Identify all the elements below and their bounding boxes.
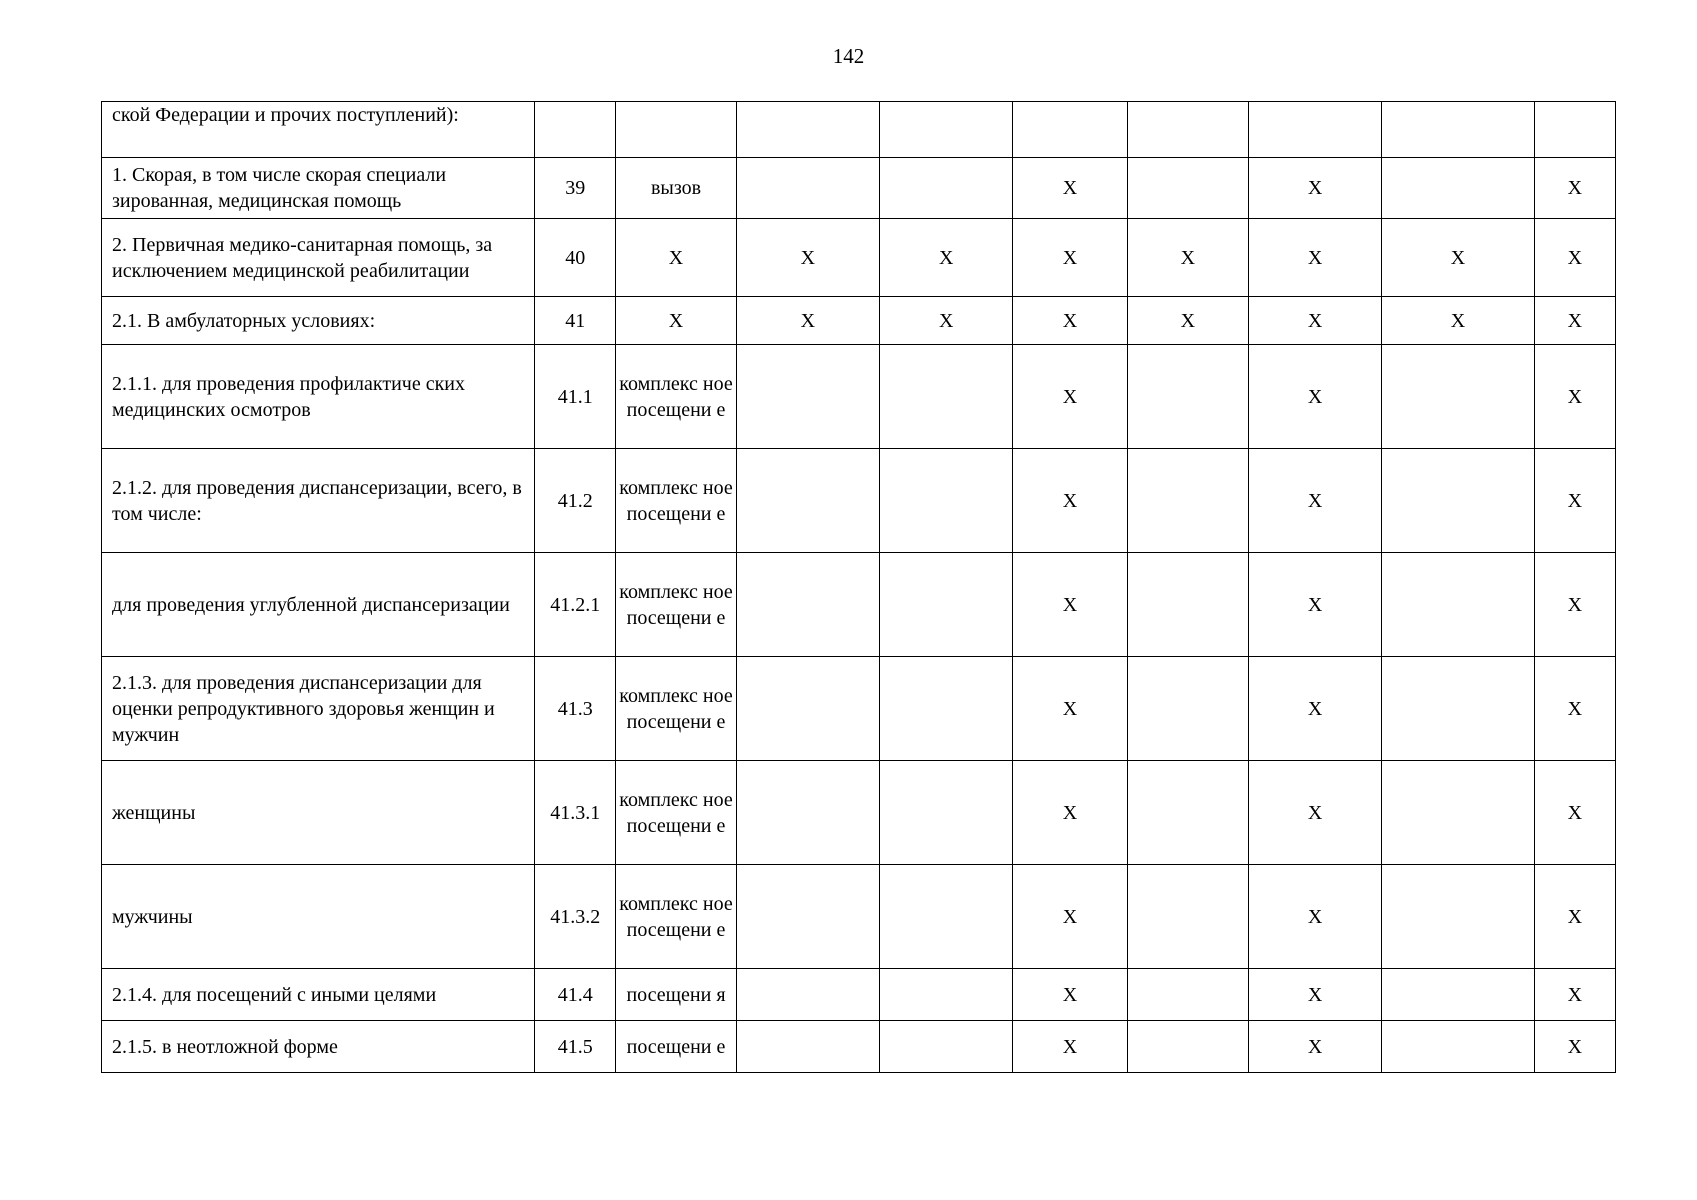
row-name: 2.1.2. для проведения диспансеризации, всего, в том числе: <box>102 449 535 553</box>
row-code: 39 <box>535 158 616 219</box>
row-cell: X <box>1013 449 1127 553</box>
table-row <box>102 158 1616 219</box>
row-code: 41.3.2 <box>535 865 616 969</box>
data-table <box>101 101 1616 1073</box>
row-code: 41.4 <box>535 969 616 1021</box>
row-cell: X <box>1534 969 1615 1021</box>
row-cell: X <box>1013 553 1127 657</box>
row-cell <box>1382 449 1534 553</box>
row-cell: X <box>1382 219 1534 297</box>
row-cell <box>880 657 1013 761</box>
row-cell <box>1534 102 1615 158</box>
row-cell: X <box>1013 297 1127 345</box>
row-name: 2.1.4. для посещений с иными целями <box>102 969 535 1021</box>
row-cell: X <box>1248 865 1381 969</box>
row-unit: комплекс ное посещени е <box>616 553 736 657</box>
row-cell: X <box>1534 761 1615 865</box>
table-row <box>102 865 1616 969</box>
row-cell: X <box>1534 865 1615 969</box>
row-cell <box>880 865 1013 969</box>
row-code: 41 <box>535 297 616 345</box>
row-name: 2. Первичная медико-санитарная помощь, за исключением медицинской реабилитации <box>102 219 535 297</box>
row-cell <box>880 1021 1013 1073</box>
row-cell <box>736 865 879 969</box>
row-name: ской Федерации и прочих поступлений): <box>102 102 535 158</box>
table-row <box>102 969 1616 1021</box>
row-cell <box>880 553 1013 657</box>
row-name: 2.1.5. в неотложной форме <box>102 1021 535 1073</box>
row-cell <box>1382 657 1534 761</box>
row-cell: X <box>1382 297 1534 345</box>
row-name: женщины <box>102 761 535 865</box>
row-cell <box>1127 761 1248 865</box>
row-cell: X <box>1248 657 1381 761</box>
row-cell: X <box>1013 761 1127 865</box>
row-cell <box>1127 865 1248 969</box>
row-unit: комплекс ное посещени е <box>616 761 736 865</box>
row-code: 41.3 <box>535 657 616 761</box>
row-cell: X <box>1013 865 1127 969</box>
row-cell: X <box>1248 1021 1381 1073</box>
row-unit: X <box>616 297 736 345</box>
row-cell: X <box>1013 969 1127 1021</box>
row-cell <box>1127 657 1248 761</box>
row-cell <box>736 1021 879 1073</box>
row-cell <box>880 761 1013 865</box>
row-cell <box>880 158 1013 219</box>
row-cell: X <box>1534 1021 1615 1073</box>
row-cell: X <box>1534 158 1615 219</box>
row-unit: комплекс ное посещени е <box>616 657 736 761</box>
row-cell <box>1127 345 1248 449</box>
row-cell: X <box>1534 345 1615 449</box>
row-cell <box>1382 158 1534 219</box>
row-cell <box>1127 102 1248 158</box>
row-cell: X <box>1248 345 1381 449</box>
row-cell <box>880 345 1013 449</box>
row-unit: комплекс ное посещени е <box>616 865 736 969</box>
row-cell: X <box>1013 158 1127 219</box>
row-cell <box>736 102 879 158</box>
row-name: мужчины <box>102 865 535 969</box>
row-cell: X <box>880 219 1013 297</box>
row-cell: X <box>1127 219 1248 297</box>
row-cell: X <box>1248 219 1381 297</box>
row-cell: X <box>736 297 879 345</box>
row-cell <box>736 761 879 865</box>
row-cell: X <box>1534 219 1615 297</box>
row-cell: X <box>1248 761 1381 865</box>
row-cell <box>1382 1021 1534 1073</box>
row-cell <box>736 158 879 219</box>
row-cell: X <box>1534 553 1615 657</box>
row-name: 2.1.3. для проведения диспансеризации для оценки репродуктивного здоровья женщин и мужчин <box>102 657 535 761</box>
row-cell <box>736 969 879 1021</box>
row-name: 2.1.1. для проведения профилактиче ских медицинских осмотров <box>102 345 535 449</box>
row-unit: комплекс ное посещени е <box>616 449 736 553</box>
row-cell: X <box>1248 969 1381 1021</box>
row-unit: посещени е <box>616 1021 736 1073</box>
row-code: 41.3.1 <box>535 761 616 865</box>
row-cell: X <box>1013 345 1127 449</box>
table-row <box>102 345 1616 449</box>
row-cell: X <box>1248 297 1381 345</box>
row-unit: X <box>616 219 736 297</box>
page-number: 142 <box>832 44 865 68</box>
row-cell <box>1127 158 1248 219</box>
row-cell <box>1382 102 1534 158</box>
row-cell: X <box>1127 297 1248 345</box>
row-cell <box>880 969 1013 1021</box>
row-cell <box>736 345 879 449</box>
row-unit: вызов <box>616 158 736 219</box>
row-unit <box>616 102 736 158</box>
row-cell: X <box>1013 657 1127 761</box>
row-cell: X <box>736 219 879 297</box>
row-cell: X <box>1534 449 1615 553</box>
row-cell <box>1127 449 1248 553</box>
row-name: 2.1. В амбулаторных условиях: <box>102 297 535 345</box>
row-cell <box>1382 865 1534 969</box>
row-code: 41.5 <box>535 1021 616 1073</box>
row-cell <box>880 449 1013 553</box>
row-name: 1. Скорая, в том числе скорая специали зированная, медицинская помощь <box>102 158 535 219</box>
table-row <box>102 297 1616 345</box>
row-cell <box>880 102 1013 158</box>
row-code: 41.1 <box>535 345 616 449</box>
row-cell <box>1127 553 1248 657</box>
row-cell: X <box>1248 553 1381 657</box>
row-cell <box>1382 553 1534 657</box>
row-cell: X <box>1248 158 1381 219</box>
row-cell: X <box>1013 1021 1127 1073</box>
row-unit: комплекс ное посещени е <box>616 345 736 449</box>
table-row <box>102 1021 1616 1073</box>
table-row <box>102 219 1616 297</box>
table-row <box>102 761 1616 865</box>
row-code <box>535 102 616 158</box>
row-code: 41.2 <box>535 449 616 553</box>
row-cell <box>1248 102 1381 158</box>
row-code: 41.2.1 <box>535 553 616 657</box>
row-unit: посещени я <box>616 969 736 1021</box>
table-row <box>102 553 1616 657</box>
row-cell <box>1382 345 1534 449</box>
table-row <box>102 102 1616 158</box>
row-cell: X <box>1534 657 1615 761</box>
row-cell <box>736 553 879 657</box>
row-cell <box>1013 102 1127 158</box>
row-cell <box>736 657 879 761</box>
row-cell: X <box>1013 219 1127 297</box>
row-code: 40 <box>535 219 616 297</box>
row-cell <box>1127 969 1248 1021</box>
table-row <box>102 449 1616 553</box>
row-cell <box>1382 969 1534 1021</box>
table-row <box>102 657 1616 761</box>
row-name: для проведения углубленной диспансеризации <box>102 553 535 657</box>
row-cell <box>1382 761 1534 865</box>
row-cell <box>736 449 879 553</box>
row-cell <box>1127 1021 1248 1073</box>
row-cell: X <box>880 297 1013 345</box>
row-cell: X <box>1534 297 1615 345</box>
row-cell: X <box>1248 449 1381 553</box>
